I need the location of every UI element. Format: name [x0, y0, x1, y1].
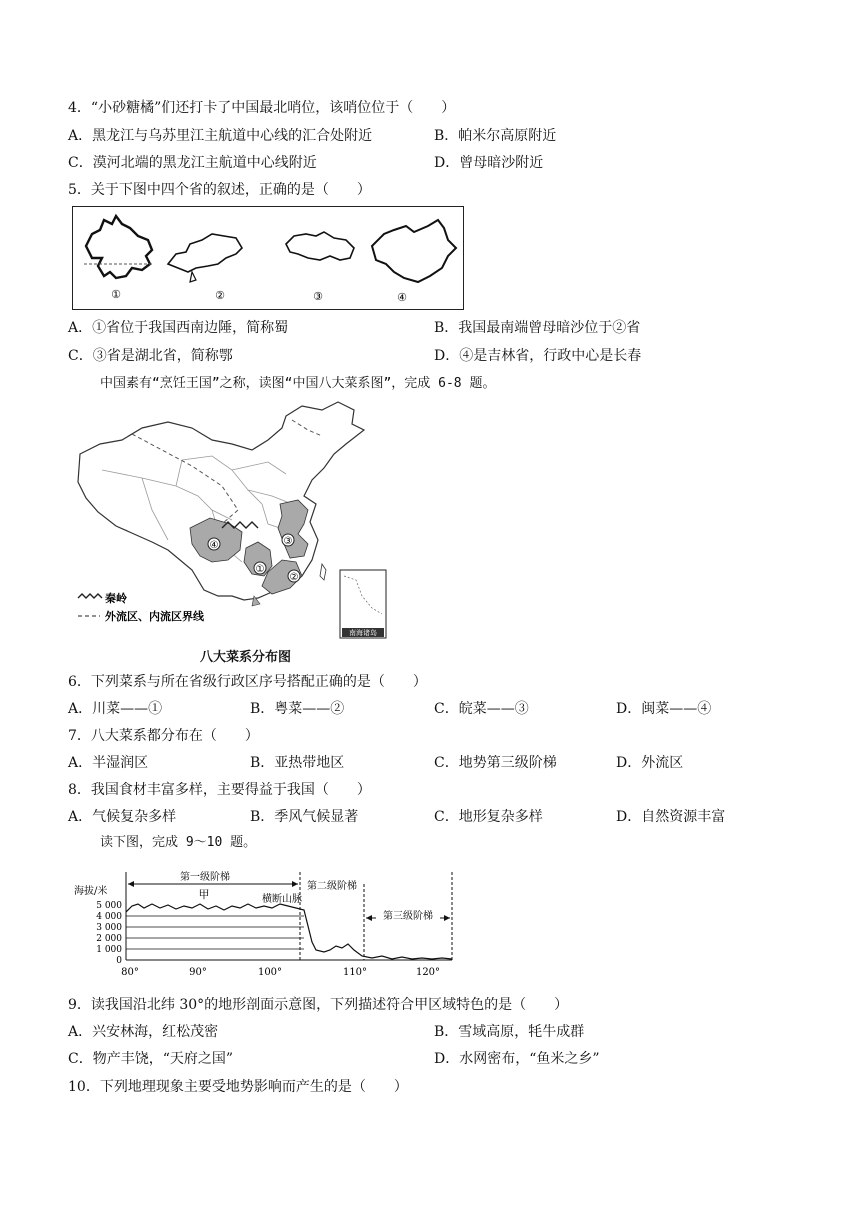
q6-option-a: A．川菜——①	[68, 701, 163, 717]
q9-option-c: C．物产丰饶，“天府之国”	[68, 1051, 234, 1067]
q6-option-b: B．粤菜——②	[250, 701, 345, 717]
q9-option-b: B．雪域高原，牦牛成群	[434, 1024, 585, 1040]
q7-option-b: B．亚热带地区	[250, 755, 345, 771]
q5-option-b: B．我国最南端曾母暗沙位于②省	[434, 320, 641, 336]
legend-mountain-label: 秦岭	[105, 592, 127, 605]
q10-stem: 10．下列地理现象主要受地势影响而产生的是（ ）	[68, 1079, 408, 1095]
q4-option-b: B．帕米尔高原附近	[434, 128, 557, 144]
map-label-1	[254, 562, 266, 575]
intro-6-8: 中国素有“烹饪王国”之称，读图“中国八大菜系图”，完成 6-8 题。	[100, 376, 496, 391]
q9-stem: 9．读我国沿北纬 30°的地形剖面示意图，下列描述符合甲区域特色的是（ ）	[68, 997, 569, 1013]
terrain-profile-figure	[72, 856, 458, 982]
q5-option-a: A．①省位于我国西南边陲，简称蜀	[68, 320, 289, 336]
q6-option-d: D．闽菜——④	[616, 701, 712, 717]
q4-option-c: C．漠河北端的黑龙江主航道中心线附近	[68, 155, 317, 171]
svg-text:①: ①	[255, 564, 265, 575]
svg-text:②: ②	[289, 572, 299, 583]
province-label-4: ④	[397, 291, 407, 304]
svg-text:100°: 100°	[257, 967, 283, 978]
svg-text:110°: 110°	[342, 967, 368, 978]
svg-text:0: 0	[116, 956, 122, 966]
q7-stem: 7．八大菜系都分布在（ ）	[68, 728, 259, 744]
province-label-2: ②	[215, 289, 225, 302]
q7-option-d: D．外流区	[616, 755, 684, 771]
legend	[78, 591, 205, 623]
step3-label: 第三级阶梯	[383, 911, 433, 922]
q7-option-c: C．地势第三级阶梯	[434, 755, 557, 771]
q4-option-a: A．黑龙江与乌苏里江主航道中心线的汇合处附近	[68, 128, 373, 144]
jia-label: 甲	[198, 888, 210, 901]
svg-text:90°: 90°	[189, 967, 207, 978]
map-label-3	[282, 534, 294, 547]
inset-label: 南海诸岛	[349, 629, 377, 637]
q5-option-d: D．④是吉林省，行政中心是长春	[434, 348, 642, 364]
svg-text:120°: 120°	[415, 967, 441, 978]
intro-9-10: 读下图，完成 9～10 题。	[100, 835, 257, 850]
province-label-1: ①	[111, 288, 121, 301]
svg-text:3 000: 3 000	[96, 923, 122, 933]
q8-option-d: D．自然资源丰富	[616, 809, 726, 825]
q7-option-a: A．半湿润区	[68, 755, 149, 771]
q8-option-a: A．气候复杂多样	[68, 809, 177, 825]
province-outlines-figure	[72, 206, 464, 310]
south-china-sea-inset	[340, 570, 386, 638]
svg-text:5 000: 5 000	[96, 901, 122, 911]
step1-label: 第一级阶梯	[180, 872, 230, 883]
q5-stem: 5．关于下图中四个省的叙述，正确的是（ ）	[68, 182, 371, 198]
q6-stem: 6．下列菜系与所在省级行政区序号搭配正确的是（ ）	[68, 674, 427, 690]
legend-line-label: 外流区、内流区界线	[105, 610, 204, 623]
q9-option-a: A．兴安林海，红松茂密	[68, 1024, 219, 1040]
q9-option-d: D．水网密布，“鱼米之乡”	[434, 1051, 600, 1067]
svg-text:1 000: 1 000	[96, 945, 122, 955]
svg-text:2 000: 2 000	[96, 934, 122, 944]
svg-text:③: ③	[283, 536, 293, 547]
map-label-2	[288, 570, 300, 583]
q8-option-c: C．地形复杂多样	[434, 809, 543, 825]
map-label-4	[208, 538, 220, 551]
profile-ylabel: 海拔/米	[74, 886, 108, 897]
q8-option-b: B．季风气候显著	[250, 809, 359, 825]
svg-text:80°: 80°	[121, 967, 139, 978]
q8-stem: 8．我国食材丰富多样，主要得益于我国（ ）	[68, 782, 371, 798]
svg-text:4 000: 4 000	[96, 912, 122, 922]
step2-label: 第二级阶梯	[307, 881, 357, 892]
hengduan-label: 横断山脉	[262, 894, 302, 905]
china-cuisine-map	[72, 400, 392, 644]
q4-option-d: D．曾母暗沙附近	[434, 155, 544, 171]
q4-stem: 4．“小砂糖橘”们还打卡了中国最北哨位，该哨位位于（ ）	[68, 100, 456, 116]
map-caption: 八大菜系分布图	[200, 650, 292, 665]
province-label-3: ③	[313, 290, 323, 303]
q6-option-c: C．皖菜——③	[434, 701, 529, 717]
q5-option-c: C．③省是湖北省，简称鄂	[68, 348, 233, 364]
svg-text:④: ④	[209, 540, 219, 551]
